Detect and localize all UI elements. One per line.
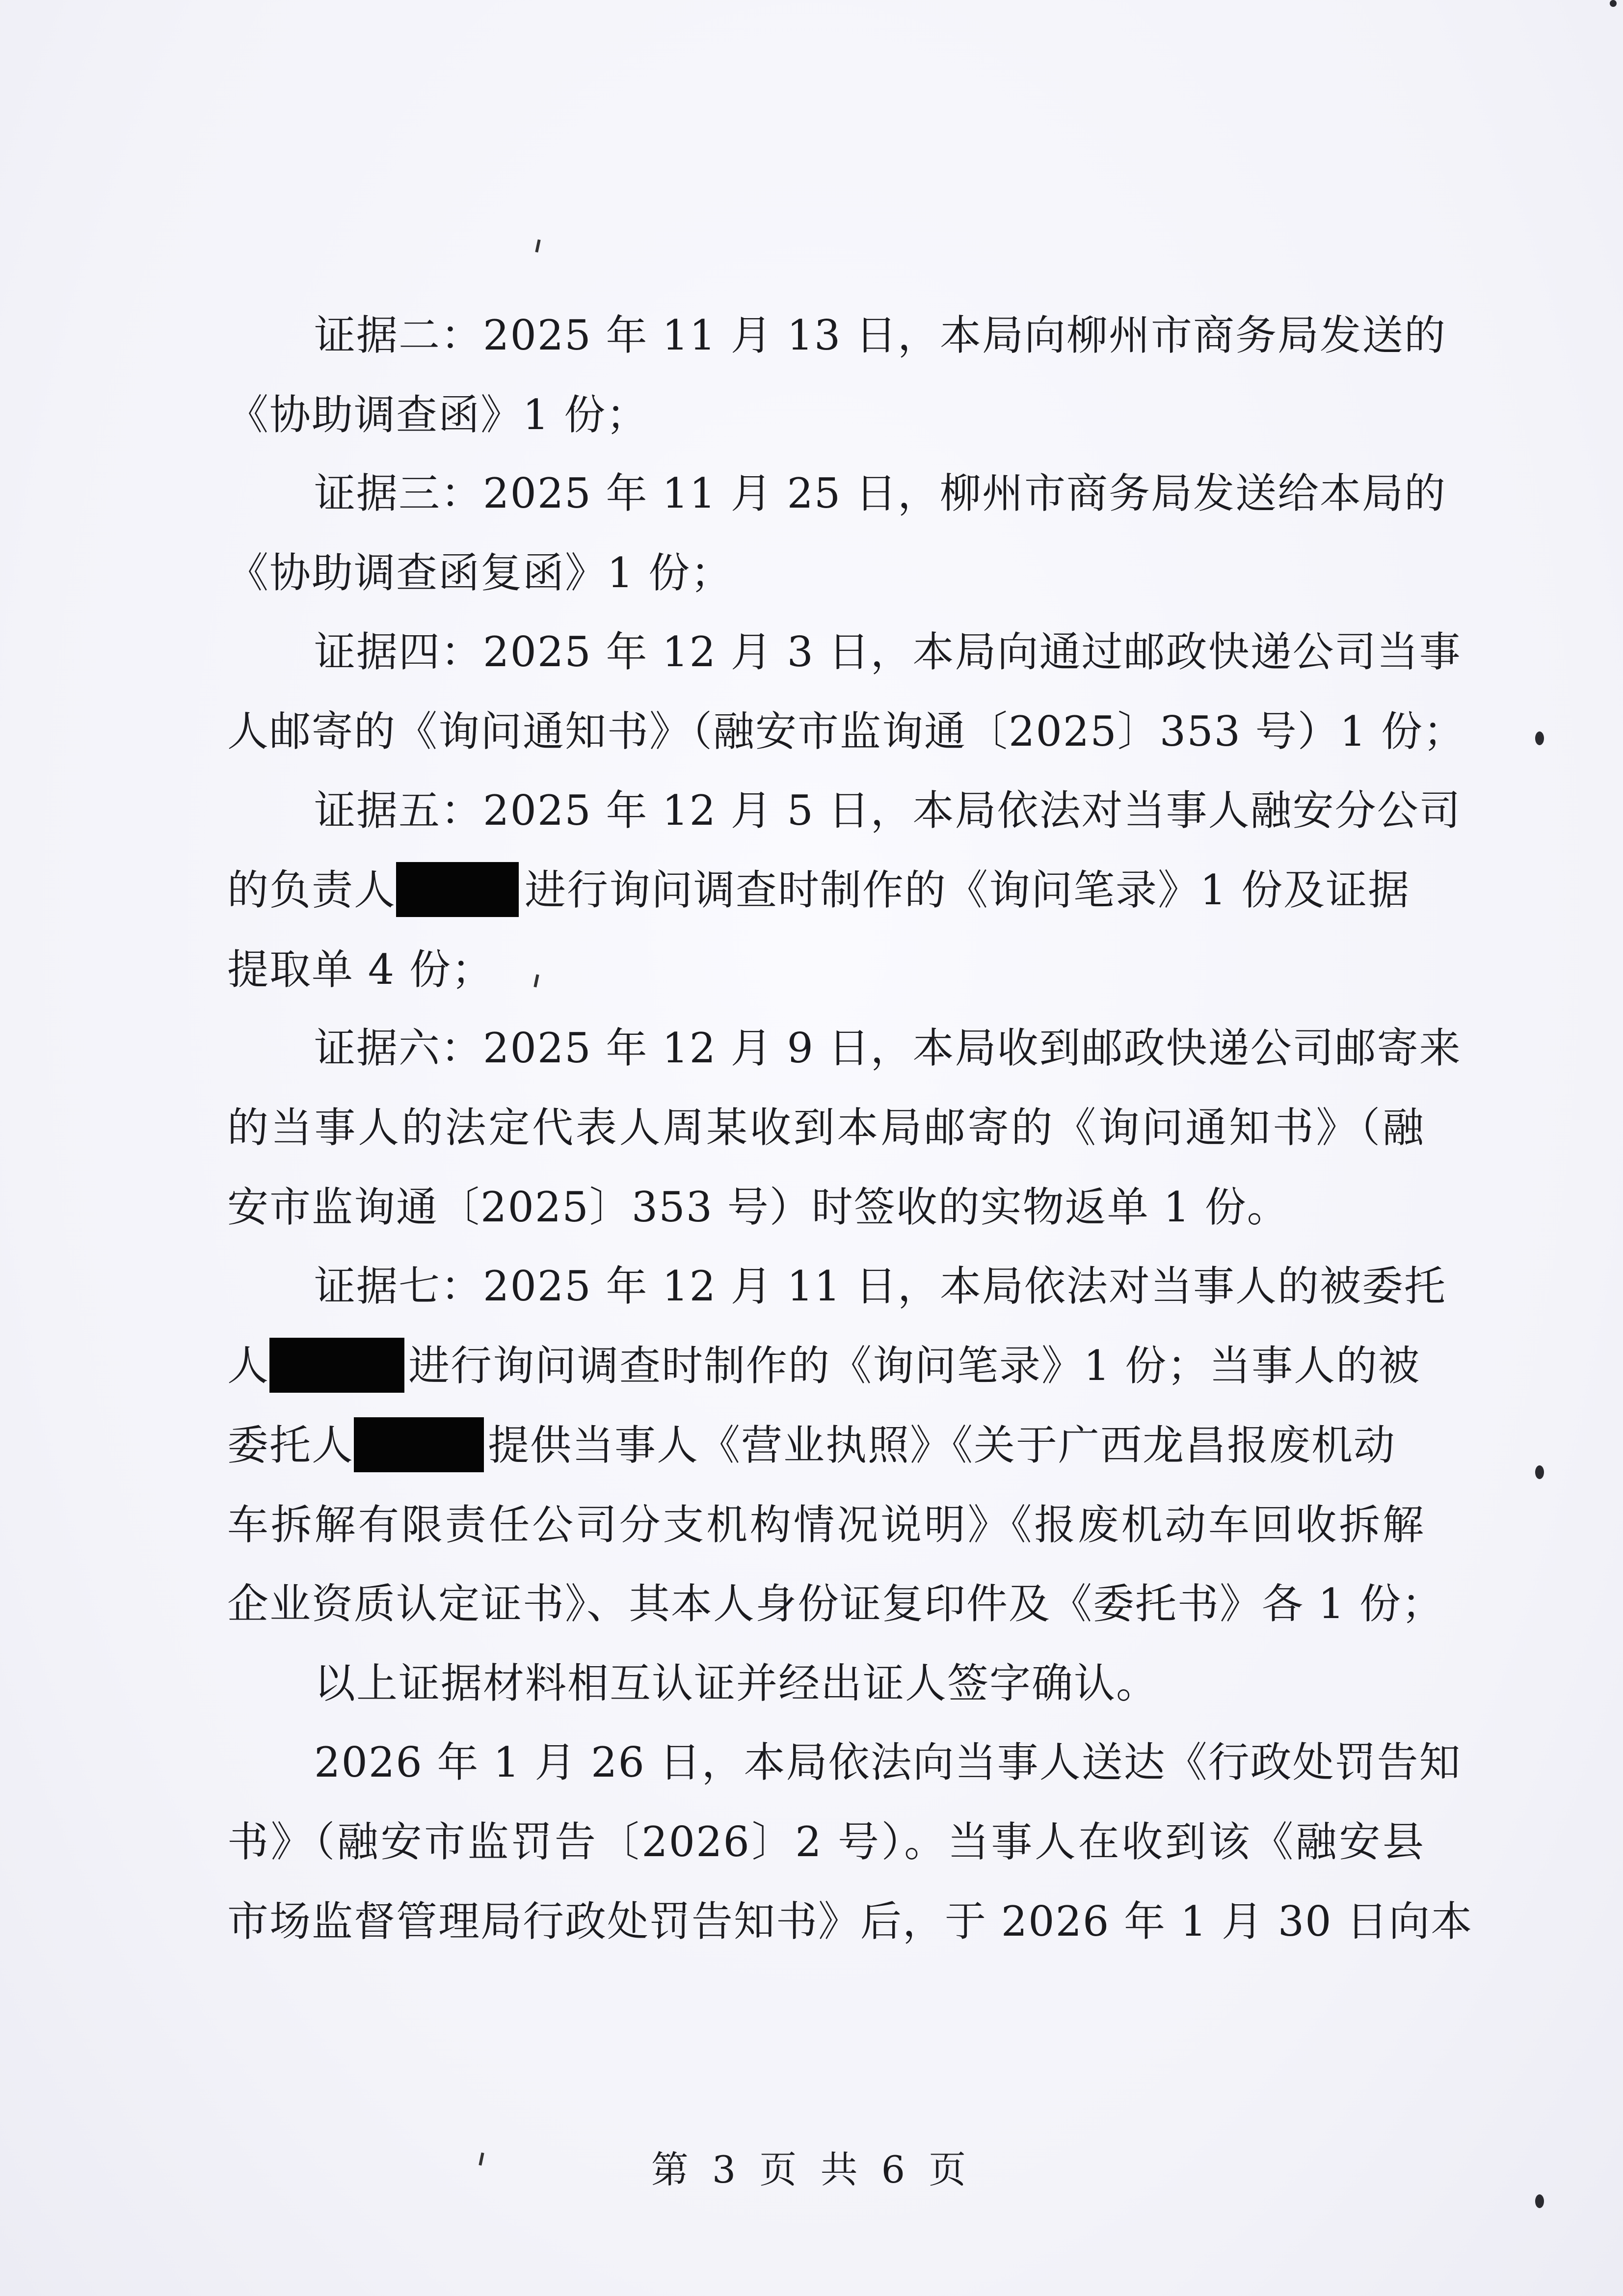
- speck-mark: [535, 240, 540, 253]
- text-line: 车拆解有限责任公司分支机构情况说明》《报废机动车回收拆解: [227, 1501, 1425, 1549]
- text-line: 市场监督管理局行政处罚告知书》后，于 2026 年 1 月 30 日向本: [227, 1897, 1473, 1945]
- redaction-block: [354, 1417, 484, 1472]
- text-line: 人 进行询问调查时制作的《询问笔录》1 份；当事人的被: [227, 1329, 1425, 1403]
- text-line: 人邮寄的《询问通知书》（融安市监询通〔2025〕353 号）1 份；: [227, 707, 1465, 756]
- text-line: 以上证据材料相互认证并经出证人签字确认。: [314, 1659, 1159, 1707]
- redaction-block: [269, 1338, 404, 1393]
- text-line: 企业资质认定证书》、其本人身份证复印件及《委托书》各 1 份；: [227, 1580, 1444, 1628]
- redaction-block: [396, 862, 519, 917]
- text-line: 证据四：2025 年 12 月 3 日，本局向通过邮政快递公司当事: [314, 628, 1462, 676]
- text-line: 提取单 4 份；: [227, 945, 494, 994]
- text-line: 安市监询通〔2025〕353 号）时签收的实物返单 1 份。: [227, 1183, 1289, 1231]
- text-line: 《协助调查函》1 份；: [227, 391, 649, 439]
- text-line: 2026 年 1 月 26 日，本局依法向当事人送达《行政处罚告知: [314, 1738, 1462, 1786]
- corner-mark: [1610, 0, 1617, 7]
- text-line: 证据三：2025 年 11 月 25 日，柳州市商务局发送给本局的: [314, 469, 1447, 517]
- binding-hole-mark: [1535, 1465, 1544, 1479]
- text-line: 的当事人的法定代表人周某收到本局邮寄的《询问通知书》（融: [227, 1104, 1425, 1152]
- text-line: 证据二：2025 年 11 月 13 日，本局向柳州市商务局发送的: [314, 311, 1447, 359]
- page-number-footer: 第 3 页 共 6 页: [651, 2148, 972, 2191]
- binding-hole-mark: [1535, 731, 1544, 745]
- text-line: 书》（融安市监罚告〔2026〕2 号）。当事人在收到该《融安县: [227, 1818, 1425, 1866]
- text-line: 证据六：2025 年 12 月 9 日，本局收到邮政快递公司邮寄来: [314, 1024, 1462, 1072]
- text-line: 证据七：2025 年 12 月 11 日，本局依法对当事人的被委托: [314, 1262, 1447, 1310]
- text-line: 委托人 提供当事人《营业执照》《关于广西龙昌报废机动: [227, 1408, 1425, 1482]
- binding-hole-mark: [1535, 2194, 1544, 2208]
- text-line: 证据五：2025 年 12 月 5 日，本局依法对当事人融安分公司: [314, 786, 1462, 835]
- text-line: 的负责人 进行询问调查时制作的《询问笔录》1 份及证据: [227, 853, 1425, 927]
- text-line: 《协助调查函复函》1 份；: [227, 549, 733, 597]
